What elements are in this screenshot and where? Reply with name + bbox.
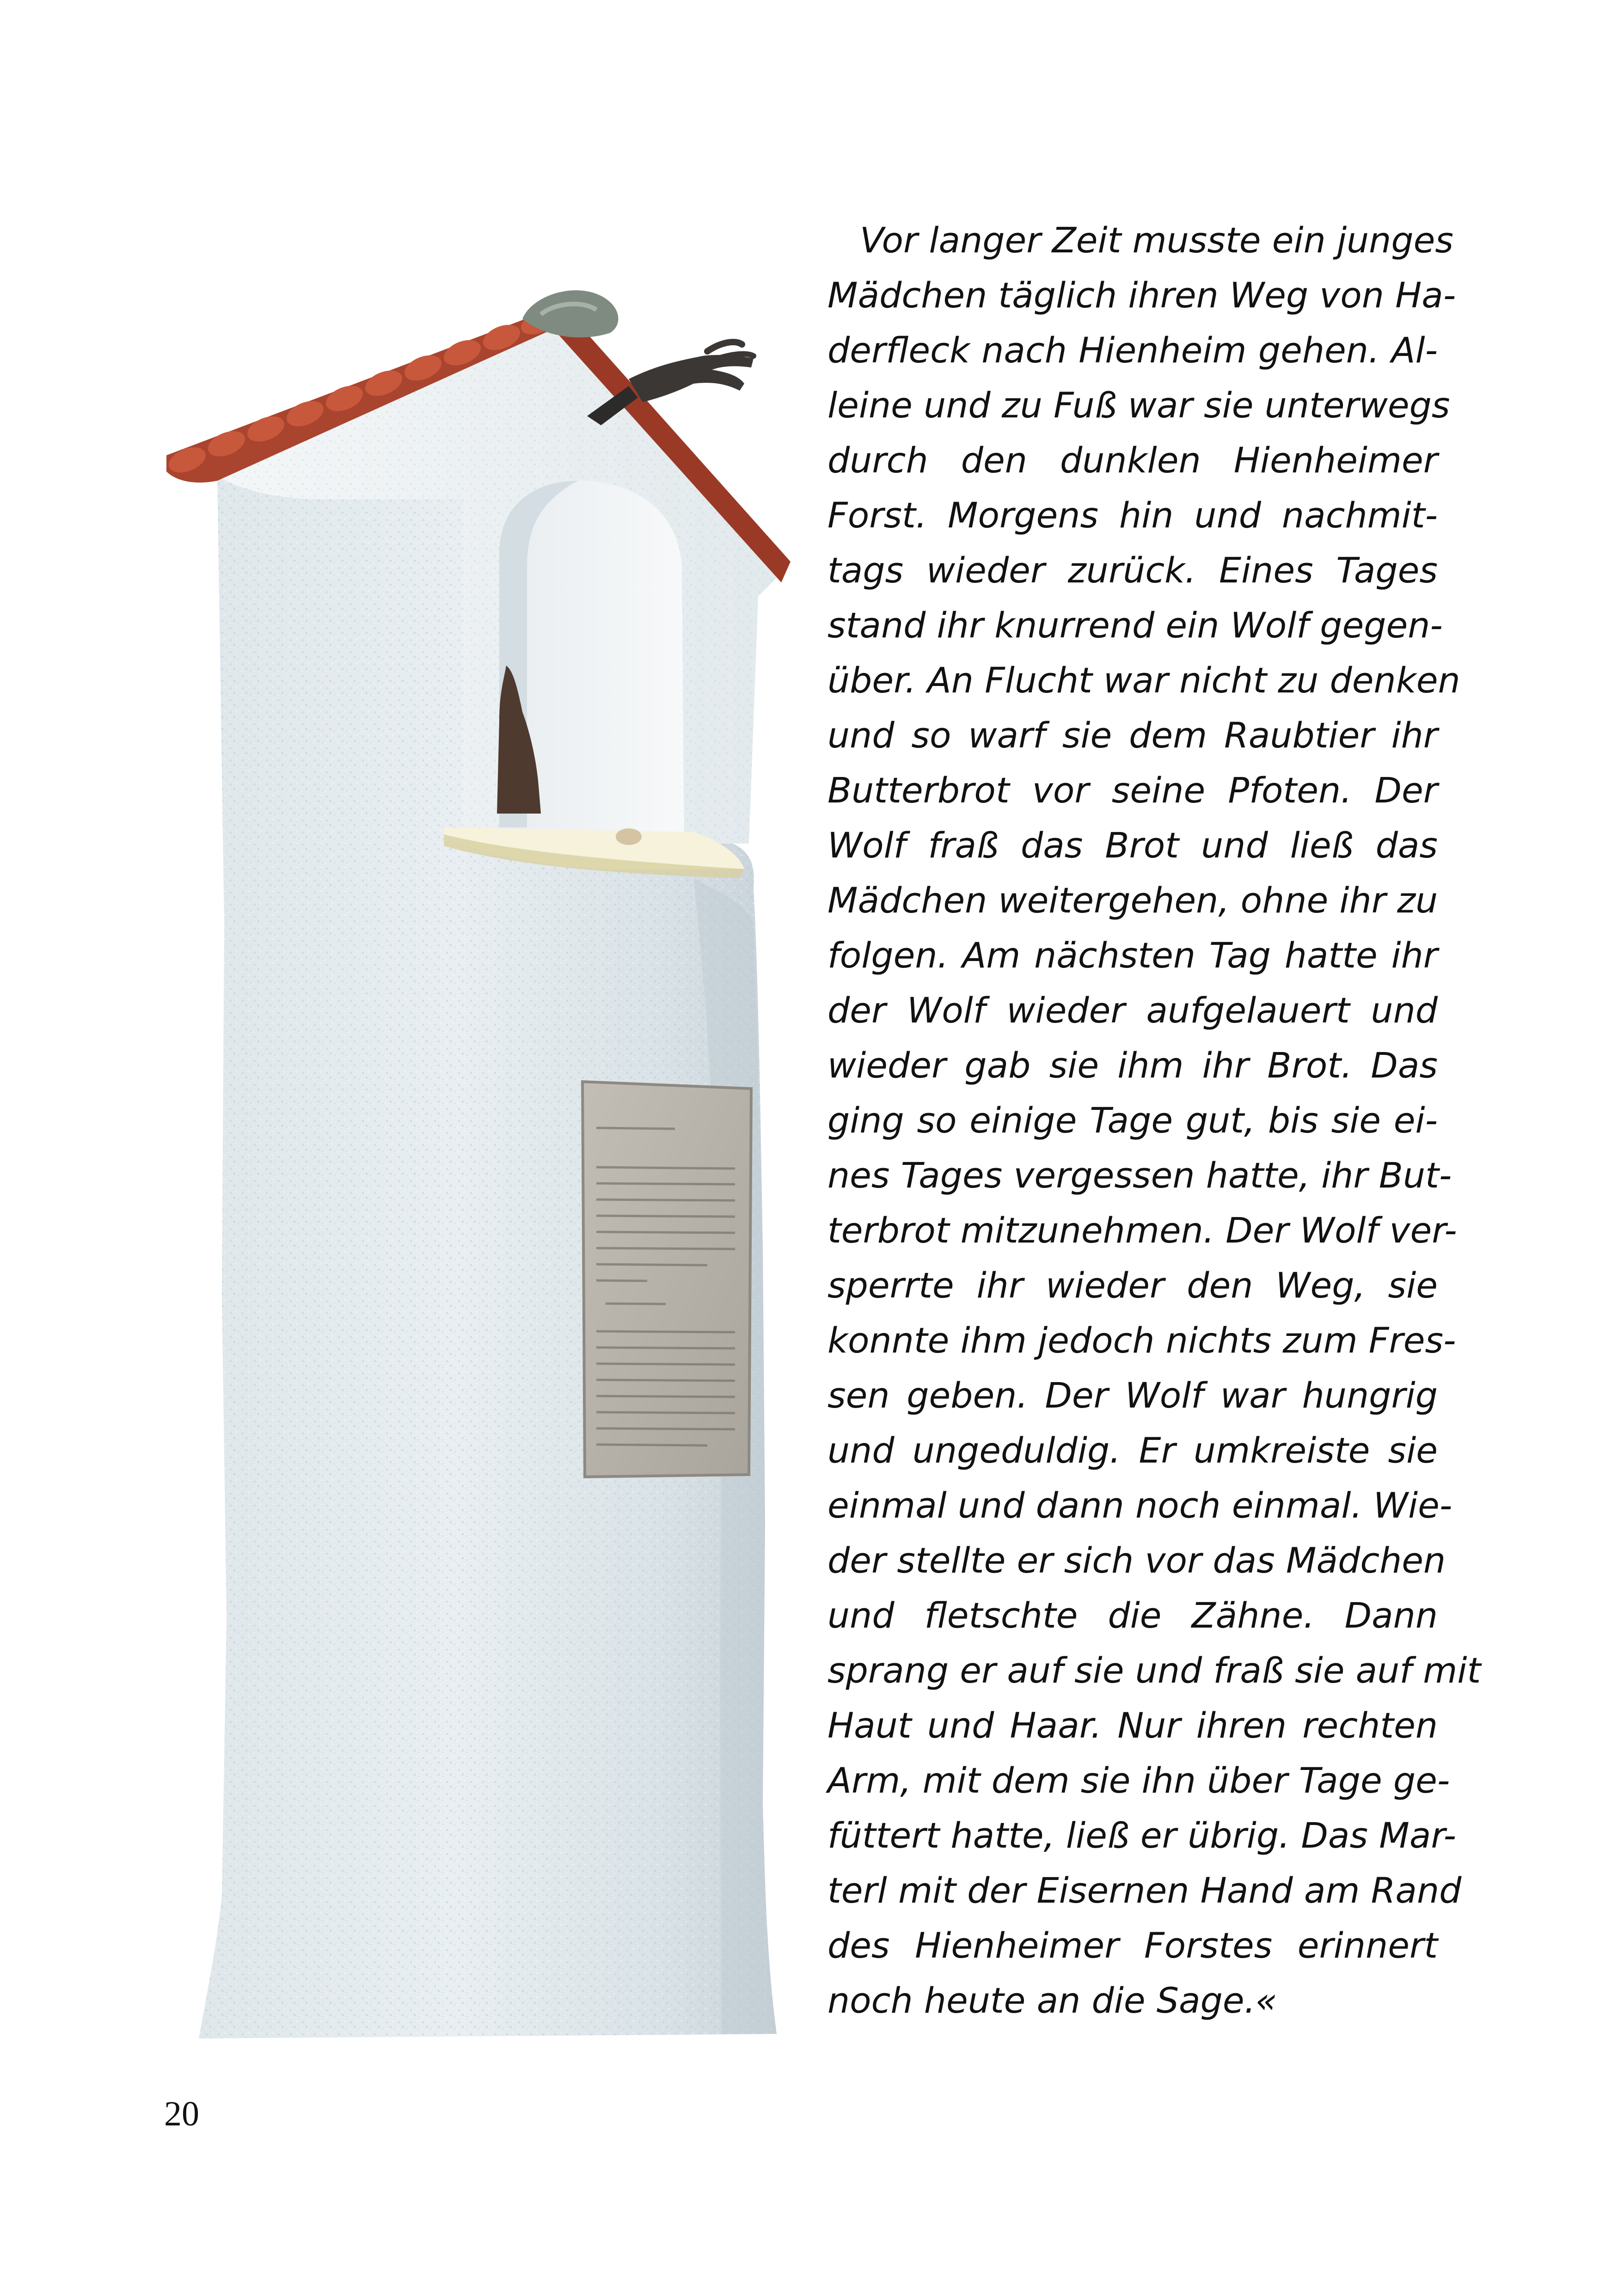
story-line: einmal und dann noch einmal. Wie- [827,1485,1453,1526]
story-line: nes Tages vergessen hatte, ihr But- [827,1155,1452,1196]
story-line: stand ihr knurrend ein Wolf gegen- [827,605,1443,646]
story-line: leine und zu Fuß war sie unterwegs [827,385,1450,426]
story-line: terl mit der Eisernen Hand am Rand [827,1870,1462,1911]
story-line: Mädchen täglich ihren Weg von Ha- [827,275,1456,316]
story-line: sen geben. Der Wolf war hungrig [827,1375,1438,1416]
page-number: 20 [164,2094,199,2133]
story-line: über. An Flucht war nicht zu denken [827,660,1460,701]
story-line: derfleck nach Hienheim gehen. Al- [827,330,1438,371]
story-line: Mädchen weitergehen, ohne ihr zu [827,880,1438,921]
story-line: konnte ihm jedoch nichts zum Fres- [827,1320,1456,1361]
story-line: tags wieder zurück. Eines Tages [827,550,1438,591]
story-line: und ungeduldig. Er umkreiste sie [827,1430,1438,1471]
story-line: füttert hatte, ließ er übrig. Das Mar- [827,1815,1456,1856]
story-line: wieder gab sie ihm ihr Brot. Das [827,1045,1438,1086]
story-line: und fletschte die Zähne. Dann [827,1595,1438,1636]
story-line: durch den dunklen Hienheimer [827,440,1438,481]
legend-story-text [827,213,1481,2028]
wayside-shrine-photo [0,0,814,2080]
story-line: sprang er auf sie und fraß sie auf mit [827,1650,1481,1691]
story-line: der Wolf wieder aufgelauert und [827,990,1438,1031]
story-line: terbrot mitzunehmen. Der Wolf ver- [827,1210,1457,1251]
story-line: Vor langer Zeit musste ein junges [860,220,1453,261]
story-line: ging so einige Tage gut, bis sie ei- [827,1100,1438,1141]
story-line: Arm, mit dem sie ihn über Tage ge- [827,1760,1450,1801]
story-line: folgen. Am nächsten Tag hatte ihr [827,935,1438,976]
story-line: Haut und Haar. Nur ihren rechten [827,1705,1438,1746]
story-line: der stellte er sich vor das Mädchen [827,1540,1446,1581]
story-line: Forst. Morgens hin und nachmit- [827,495,1438,536]
story-line: Wolf fraß das Brot und ließ das [827,825,1438,866]
story-line: noch heute an die Sage.« [827,1980,1277,2021]
story-line: und so warf sie dem Raubtier ihr [827,715,1438,756]
memorial-plaque [582,1082,751,1477]
story-line: sperrte ihr wieder den Weg, sie [827,1265,1438,1306]
story-line: Butterbrot vor seine Pfoten. Der [827,770,1438,811]
story-line: des Hienheimer Forstes erinnert [827,1925,1438,1966]
